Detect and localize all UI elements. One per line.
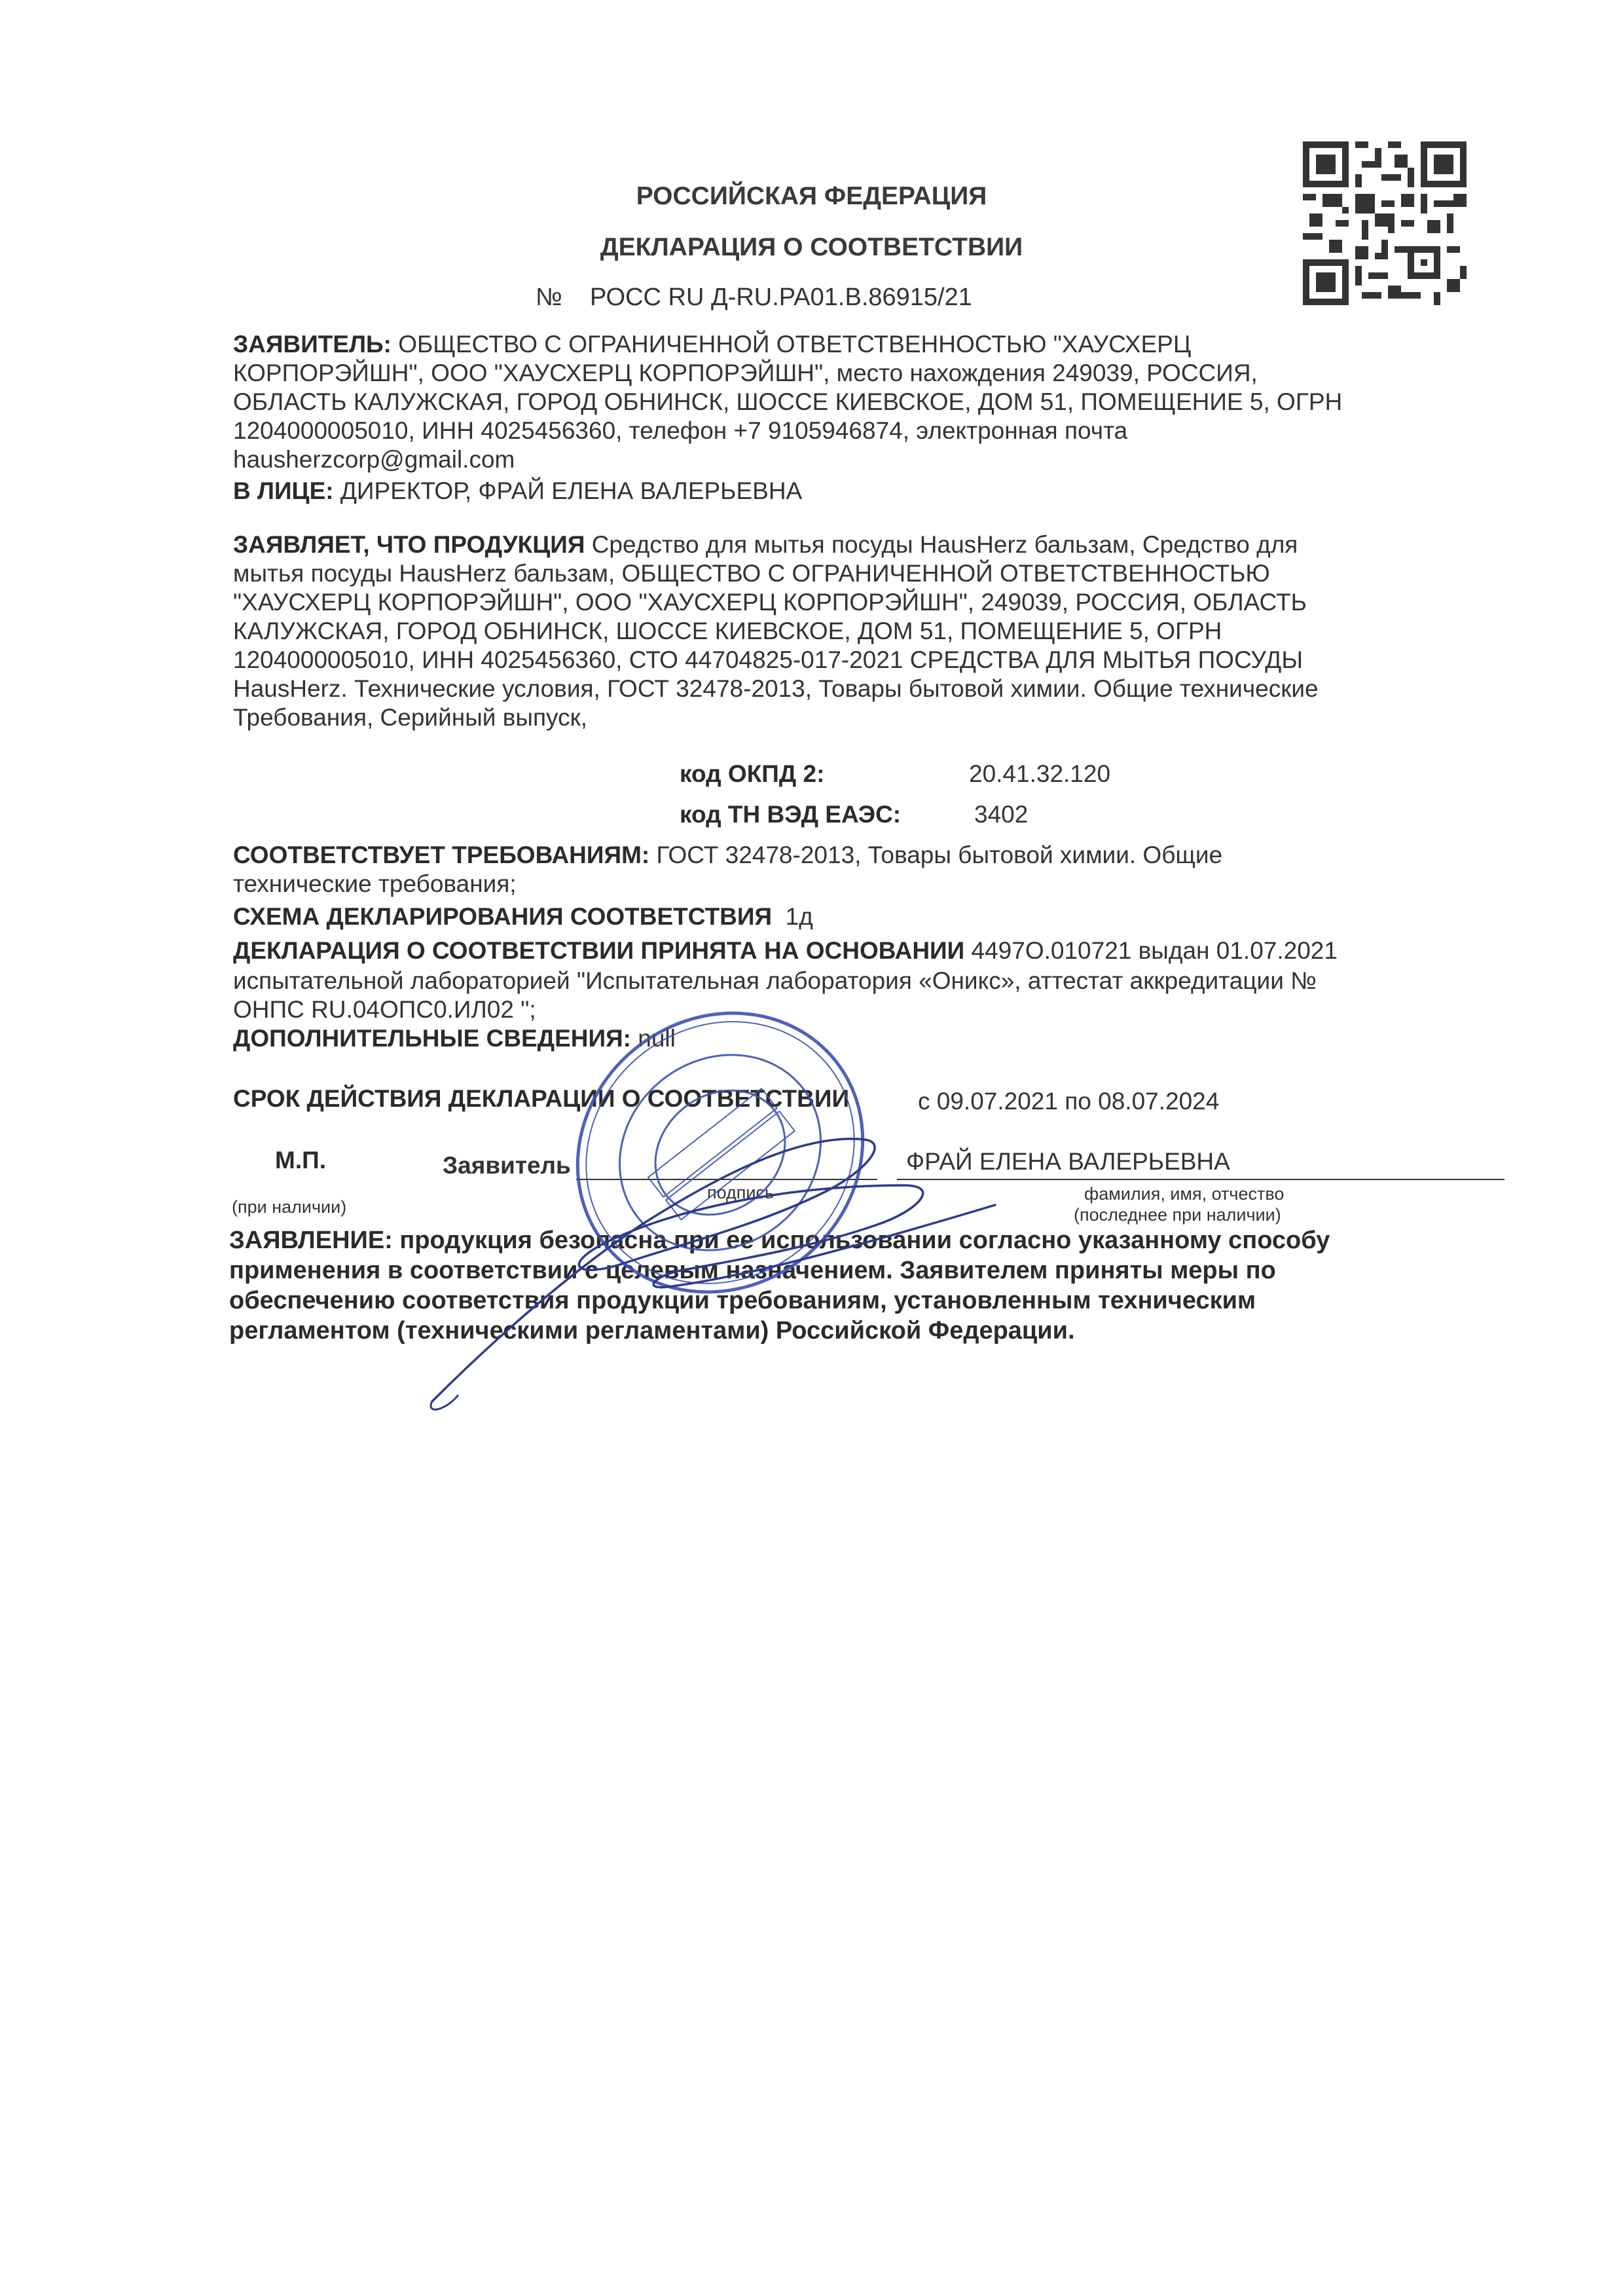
applicant-line-4: 1204000005010, ИНН 4025456360, телефон +7 9105946874, электронная почта bbox=[233, 417, 1128, 444]
basis-value: 4497О.010721 выдан 01.07.2021 bbox=[971, 937, 1338, 964]
qr-code bbox=[1303, 138, 1467, 309]
validity-value: с 09.07.2021 по 08.07.2024 bbox=[918, 1088, 1220, 1115]
statement-line-4: регламентом (техническими регламентами) Российской Федерации. bbox=[229, 1317, 1075, 1344]
basis-line-3: ОНПС RU.04ОПС0.ИЛ02 "; bbox=[233, 996, 536, 1023]
person-value: ДИРЕКТОР, ФРАЙ ЕЛЕНА ВАЛЕРЬЕВНА bbox=[340, 477, 803, 504]
applicant-email: hausherzcorp@gmail.com bbox=[233, 446, 515, 473]
applicant-text: ОБЩЕСТВО С ОГРАНИЧЕННОЙ ОТВЕТСТВЕННОСТЬЮ "ХАУСХЕРЦ bbox=[398, 331, 1192, 358]
applicant-label: ЗАЯВИТЕЛЬ: bbox=[233, 331, 392, 358]
applicant-line-1 bbox=[233, 330, 1191, 359]
statement-line-2: применения в соответствии с целевым назначением. Заявителем приняты меры по bbox=[229, 1257, 1276, 1284]
product-text: Средство для мытья посуды HausHerz бальзам, Средство для bbox=[591, 531, 1298, 558]
requirements-line-1 bbox=[233, 841, 1222, 870]
product-line-1 bbox=[233, 530, 1298, 559]
signer-name: ФРАЙ ЕЛЕНА ВАЛЕРЬЕВНА bbox=[906, 1148, 1230, 1175]
number-value: РОСС RU Д-RU.PA01.B.86915/21 bbox=[590, 284, 972, 311]
number-sign: № bbox=[536, 284, 562, 311]
applicant-sign-label: Заявитель bbox=[443, 1152, 571, 1179]
applicant-person-line bbox=[233, 477, 802, 506]
additional-label: ДОПОЛНИТЕЛЬНЫЕ СВЕДЕНИЯ: bbox=[233, 1025, 631, 1052]
okpd-value: 20.41.32.120 bbox=[969, 760, 1111, 787]
product-line-7: Требования, Серийный выпуск, bbox=[233, 704, 588, 731]
mp-label: М.П. bbox=[275, 1147, 326, 1174]
additional-value: null bbox=[638, 1025, 676, 1052]
person-label: В ЛИЦЕ: bbox=[233, 477, 334, 504]
statement-line-3: обеспечению соответствия продукции требованиям, установленным техническим bbox=[229, 1287, 1256, 1314]
requirements-line-2: технические требования; bbox=[233, 870, 517, 897]
country-title: РОССИЙСКАЯ ФЕДЕРАЦИЯ bbox=[636, 182, 987, 210]
scheme-value: 1д bbox=[785, 903, 813, 930]
name-caption-1: фамилия, имя, отчество bbox=[1084, 1184, 1285, 1204]
product-line-3: "ХАУСХЕРЦ КОРПОРЭЙШН", ООО "ХАУСХЕРЦ КОРПОРЭЙШН", 249039, РОССИЯ, ОБЛАСТЬ bbox=[233, 589, 1307, 616]
applicant-line-3: ОБЛАСТЬ КАЛУЖСКАЯ, ГОРОД ОБНИНСК, ШОССЕ КИЕВСКОЕ, ДОМ 51, ПОМЕЩЕНИЕ 5, ОГРН bbox=[233, 388, 1343, 415]
product-label: ЗАЯВЛЯЕТ, ЧТО ПРОДУКЦИЯ bbox=[233, 531, 585, 558]
document-title: ДЕКЛАРАЦИЯ О СООТВЕТСТВИИ bbox=[600, 233, 1023, 261]
applicant-line-2: КОРПОРЭЙШН", ООО "ХАУСХЕРЦ КОРПОРЭЙШН", место нахождения 249039, РОССИЯ, bbox=[233, 360, 1258, 386]
okpd-label: код ОКПД 2: bbox=[680, 760, 825, 787]
validity-label: СРОК ДЕЙСТВИЯ ДЕКЛАРАЦИИ О СООТВЕТСТВИИ bbox=[233, 1085, 850, 1112]
scheme-label: СХЕМА ДЕКЛАРИРОВАНИЯ СООТВЕТСТВИЯ bbox=[233, 903, 773, 930]
statement-text: продукция безопасна при ее использовании согласно указанному способу bbox=[399, 1227, 1330, 1254]
name-caption-2: (последнее при наличии) bbox=[1074, 1205, 1281, 1225]
product-line-5: 1204000005010, ИНН 4025456360, СТО 44704825-017-2021 СРЕДСТВА ДЛЯ МЫТЬЯ ПОСУДЫ bbox=[233, 646, 1304, 673]
scheme-line bbox=[233, 902, 813, 931]
product-line-6: HausHerz. Технические условия, ГОСТ 32478-2013, Товары бытовой химии. Общие технические bbox=[233, 675, 1319, 702]
product-line-4: КАЛУЖСКАЯ, ГОРОД ОБНИНСК, ШОССЕ КИЕВСКОЕ, ДОМ 51, ПОМЕЩЕНИЕ 5, ОГРН bbox=[233, 618, 1222, 644]
requirements-text: ГОСТ 32478-2013, Товары бытовой химии. Общие bbox=[656, 842, 1223, 868]
basis-line-1 bbox=[233, 936, 1338, 965]
mp-note: (при наличии) bbox=[232, 1197, 347, 1217]
signature-caption: подпись bbox=[707, 1183, 775, 1202]
tnved-value: 3402 bbox=[974, 801, 1029, 828]
statement-label: ЗАЯВЛЕНИЕ: bbox=[229, 1227, 393, 1254]
declaration-number bbox=[536, 283, 972, 312]
basis-line-2: испытательной лабораторией "Испытательная лаборатория «Оникс», аттестат аккредитации № bbox=[233, 967, 1317, 994]
product-line-2: мытья посуды HausHerz бальзам, ОБЩЕСТВО С ОГРАНИЧЕННОЙ ОТВЕТСТВЕННОСТЬЮ bbox=[233, 560, 1270, 587]
tnved-label: код ТН ВЭД ЕАЭС: bbox=[680, 801, 902, 828]
basis-label: ДЕКЛАРАЦИЯ О СООТВЕТСТВИИ ПРИНЯТА НА ОСНОВАНИИ bbox=[233, 937, 965, 964]
requirements-label: СООТВЕТСТВУЕТ ТРЕБОВАНИЯМ: bbox=[233, 842, 650, 868]
handwritten-signature bbox=[406, 1113, 1034, 1421]
